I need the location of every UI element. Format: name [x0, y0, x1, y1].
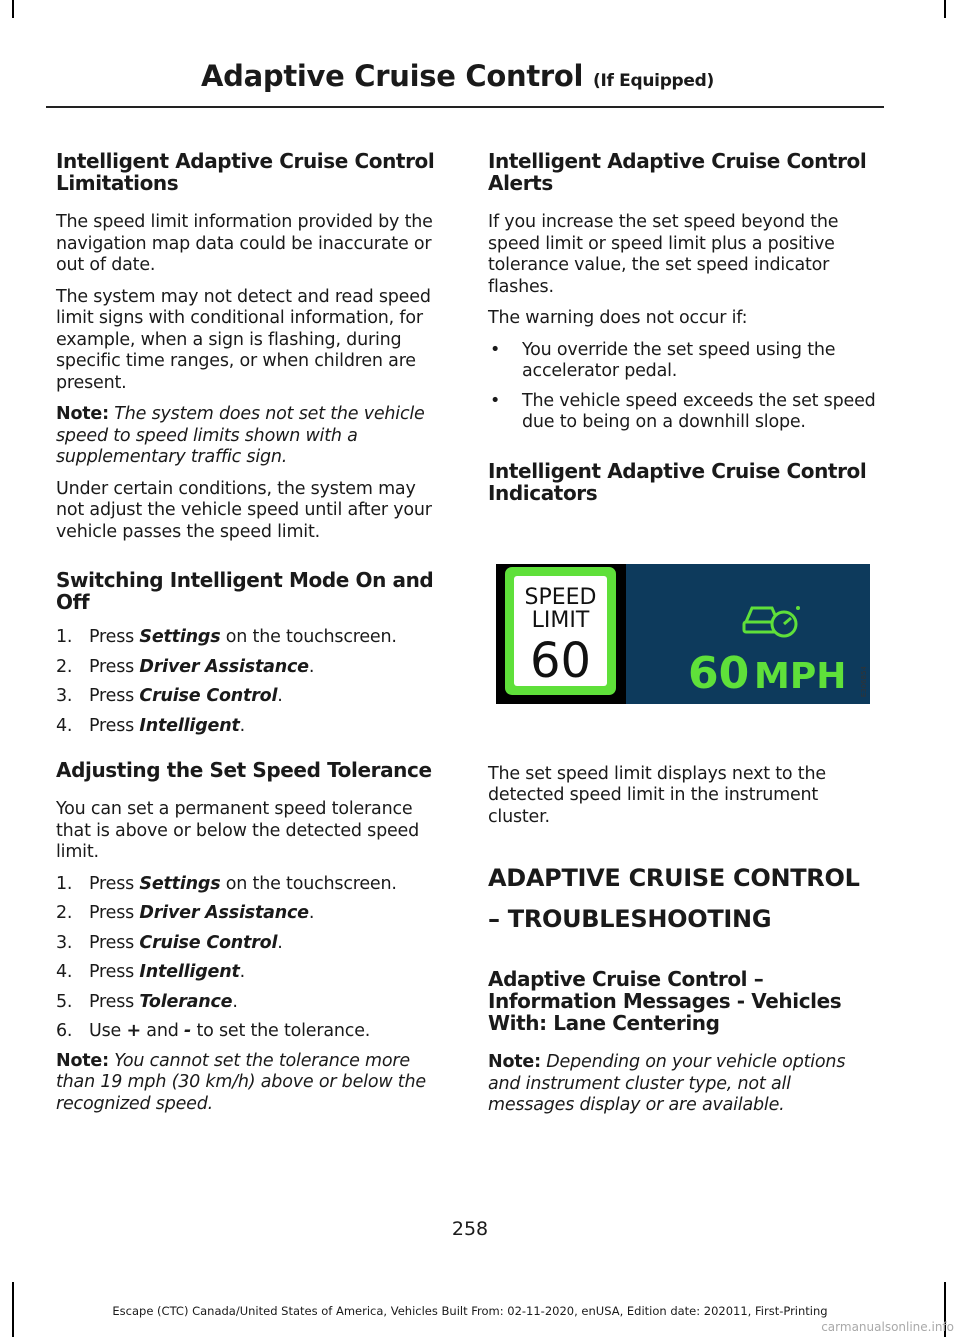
step-number: 4. [56, 715, 73, 736]
section-heading-indicators: Intelligent Adaptive Cruise Control Indicators [488, 458, 867, 505]
step-text: Press [89, 873, 140, 894]
step-number: 1. [56, 873, 73, 894]
step-term: Settings [139, 627, 221, 647]
note-label: Note: [56, 404, 109, 424]
sign-speed-value: 60 [529, 632, 592, 689]
step-item [56, 627, 448, 649]
figure-code: E306854 [860, 665, 868, 697]
paragraph: Under certain conditions, the system may not adjust the vehicle speed until after your vehicle passes the speed limit. [56, 478, 432, 542]
indicator-figure [496, 564, 870, 704]
step-text: Press [89, 932, 140, 953]
step-item [56, 962, 448, 984]
bullet-item [488, 391, 882, 434]
set-speed-value: 60 [688, 647, 750, 699]
step-number: 5. [56, 991, 73, 1012]
page-number: 258 [451, 1218, 489, 1240]
step-number: 4. [56, 962, 73, 982]
left-column [56, 150, 448, 1125]
set-speed-unit: MPH [754, 655, 847, 697]
note [56, 404, 448, 469]
step-number: 2. [56, 903, 73, 923]
section-heading-limitations: Intelligent Adaptive Cruise Control Limitations [56, 149, 435, 195]
bullet-marker: • [490, 390, 501, 411]
step-text: Press [89, 627, 140, 647]
step-item [56, 1021, 448, 1043]
note-label: Note: [488, 1052, 541, 1072]
paragraph: The system may not detect and read speed limit signs with conditional information, for example, when a sign is flashing, during specific time ranges, or when children are present. [56, 286, 431, 393]
step-text: Use [89, 1021, 127, 1041]
step-term: Cruise Control [139, 686, 278, 706]
note-text: Depending on your vehicle options and instrument cluster type, not all messages display or are available. [488, 1052, 846, 1115]
step-text: on the touchscreen. [220, 873, 397, 894]
watermark: carmanualsonline.info [821, 1320, 954, 1334]
step-text: Press [89, 903, 140, 923]
bullet-text: The vehicle speed exceeds the set speed due to being on a downhill slope. [522, 390, 876, 432]
step-item [56, 992, 448, 1014]
section-heading-information-messages: Adaptive Cruise Control – Information Messages - Vehicles With: Lane Centering [488, 967, 842, 1035]
step-number: 3. [56, 686, 73, 706]
step-term: Intelligent [139, 962, 240, 982]
bullet-text: You override the set speed using the accelerator pedal. [522, 339, 836, 381]
section-heading-speed-tolerance: Adjusting the Set Speed Tolerance [56, 758, 432, 782]
footer-edition-info: Escape (CTC) Canada/United States of America, Vehicles Built From: 02-11-2020, enUSA, Edition date: 202011, First-Printing [112, 1304, 828, 1318]
step-term: Driver Assistance [139, 656, 309, 677]
step-item [56, 657, 448, 679]
right-column [488, 150, 882, 1127]
crop-mark-top-right [944, 0, 946, 18]
step-text: Press [89, 656, 140, 677]
header-divider [46, 106, 884, 108]
step-item [56, 874, 448, 896]
steps-list-tolerance [56, 874, 448, 1043]
step-term: Intelligent [139, 715, 240, 736]
step-term: Cruise Control [139, 932, 278, 953]
paragraph: The speed limit information provided by the navigation map data could be inaccurate or out of date. [56, 212, 433, 275]
note-label: Note: [56, 1050, 109, 1071]
crop-mark-top-left [12, 0, 14, 18]
step-item [56, 903, 448, 925]
bullet-list [488, 340, 882, 434]
page-header-title [201, 58, 714, 99]
step-text: Press [89, 962, 140, 982]
step-item [56, 686, 448, 708]
chapter-title-line-1: ADAPTIVE CRUISE CONTROL [488, 864, 860, 892]
note-text: The system does not set the vehicle speed to speed limits shown with a supplementary traffic sign. [56, 404, 425, 467]
step-number: 2. [56, 656, 73, 677]
step-text: Press [89, 686, 140, 706]
step-term: Settings [139, 873, 221, 894]
step-text: Press [89, 715, 140, 736]
step-term: Driver Assistance [139, 903, 309, 923]
paragraph: The set speed limit displays next to the detected speed limit in the instrument cluster. [488, 763, 826, 827]
step-text: to set the tolerance. [191, 1021, 371, 1041]
step-number: 6. [56, 1021, 73, 1041]
step-text: . [308, 656, 315, 677]
bullet-item [488, 340, 882, 383]
section-heading-alerts: Intelligent Adaptive Cruise Control Alerts [488, 149, 867, 195]
section-heading-switching-intelligent-mode: Switching Intelligent Mode On and Off [56, 568, 434, 614]
step-text: Press [89, 991, 140, 1012]
cluster-display-illustration [496, 564, 870, 704]
step-text: and [140, 1021, 184, 1041]
step-text: . [239, 962, 246, 982]
bullet-marker: • [490, 339, 501, 360]
step-text: . [239, 715, 246, 736]
step-item [56, 716, 448, 738]
paragraph: You can set a permanent speed tolerance that is above or below the detected speed limit. [56, 799, 420, 862]
note [56, 1051, 448, 1116]
step-number: 3. [56, 932, 73, 953]
step-text: . [232, 991, 238, 1012]
sign-line-limit: LIMIT [531, 607, 590, 633]
minus-symbol: - [184, 1021, 192, 1041]
step-text: . [277, 686, 283, 706]
step-text: on the touchscreen. [220, 627, 397, 647]
step-number: 1. [56, 627, 73, 647]
header-title-text: Adaptive Cruise Control [200, 59, 584, 93]
paragraph: If you increase the set speed beyond the speed limit or speed limit plus a positive tolerance value, the set speed indicator flashes. [488, 212, 839, 297]
sign-line-speed: SPEED [524, 584, 597, 610]
step-item [56, 933, 448, 955]
paragraph: The warning does not occur if: [488, 308, 748, 328]
chapter-title-line-2: – TROUBLESHOOTING [488, 905, 772, 933]
steps-list-switching [56, 627, 448, 737]
header-subtitle: (If Equipped) [592, 71, 714, 91]
step-text: . [277, 932, 283, 953]
plus-symbol: + [126, 1021, 141, 1041]
step-text: . [308, 903, 315, 923]
step-term: Tolerance [139, 991, 233, 1012]
note-text: You cannot set the tolerance more than 19 mph (30 km/h) above or below the recognized speed. [56, 1050, 426, 1114]
note [488, 1052, 882, 1117]
